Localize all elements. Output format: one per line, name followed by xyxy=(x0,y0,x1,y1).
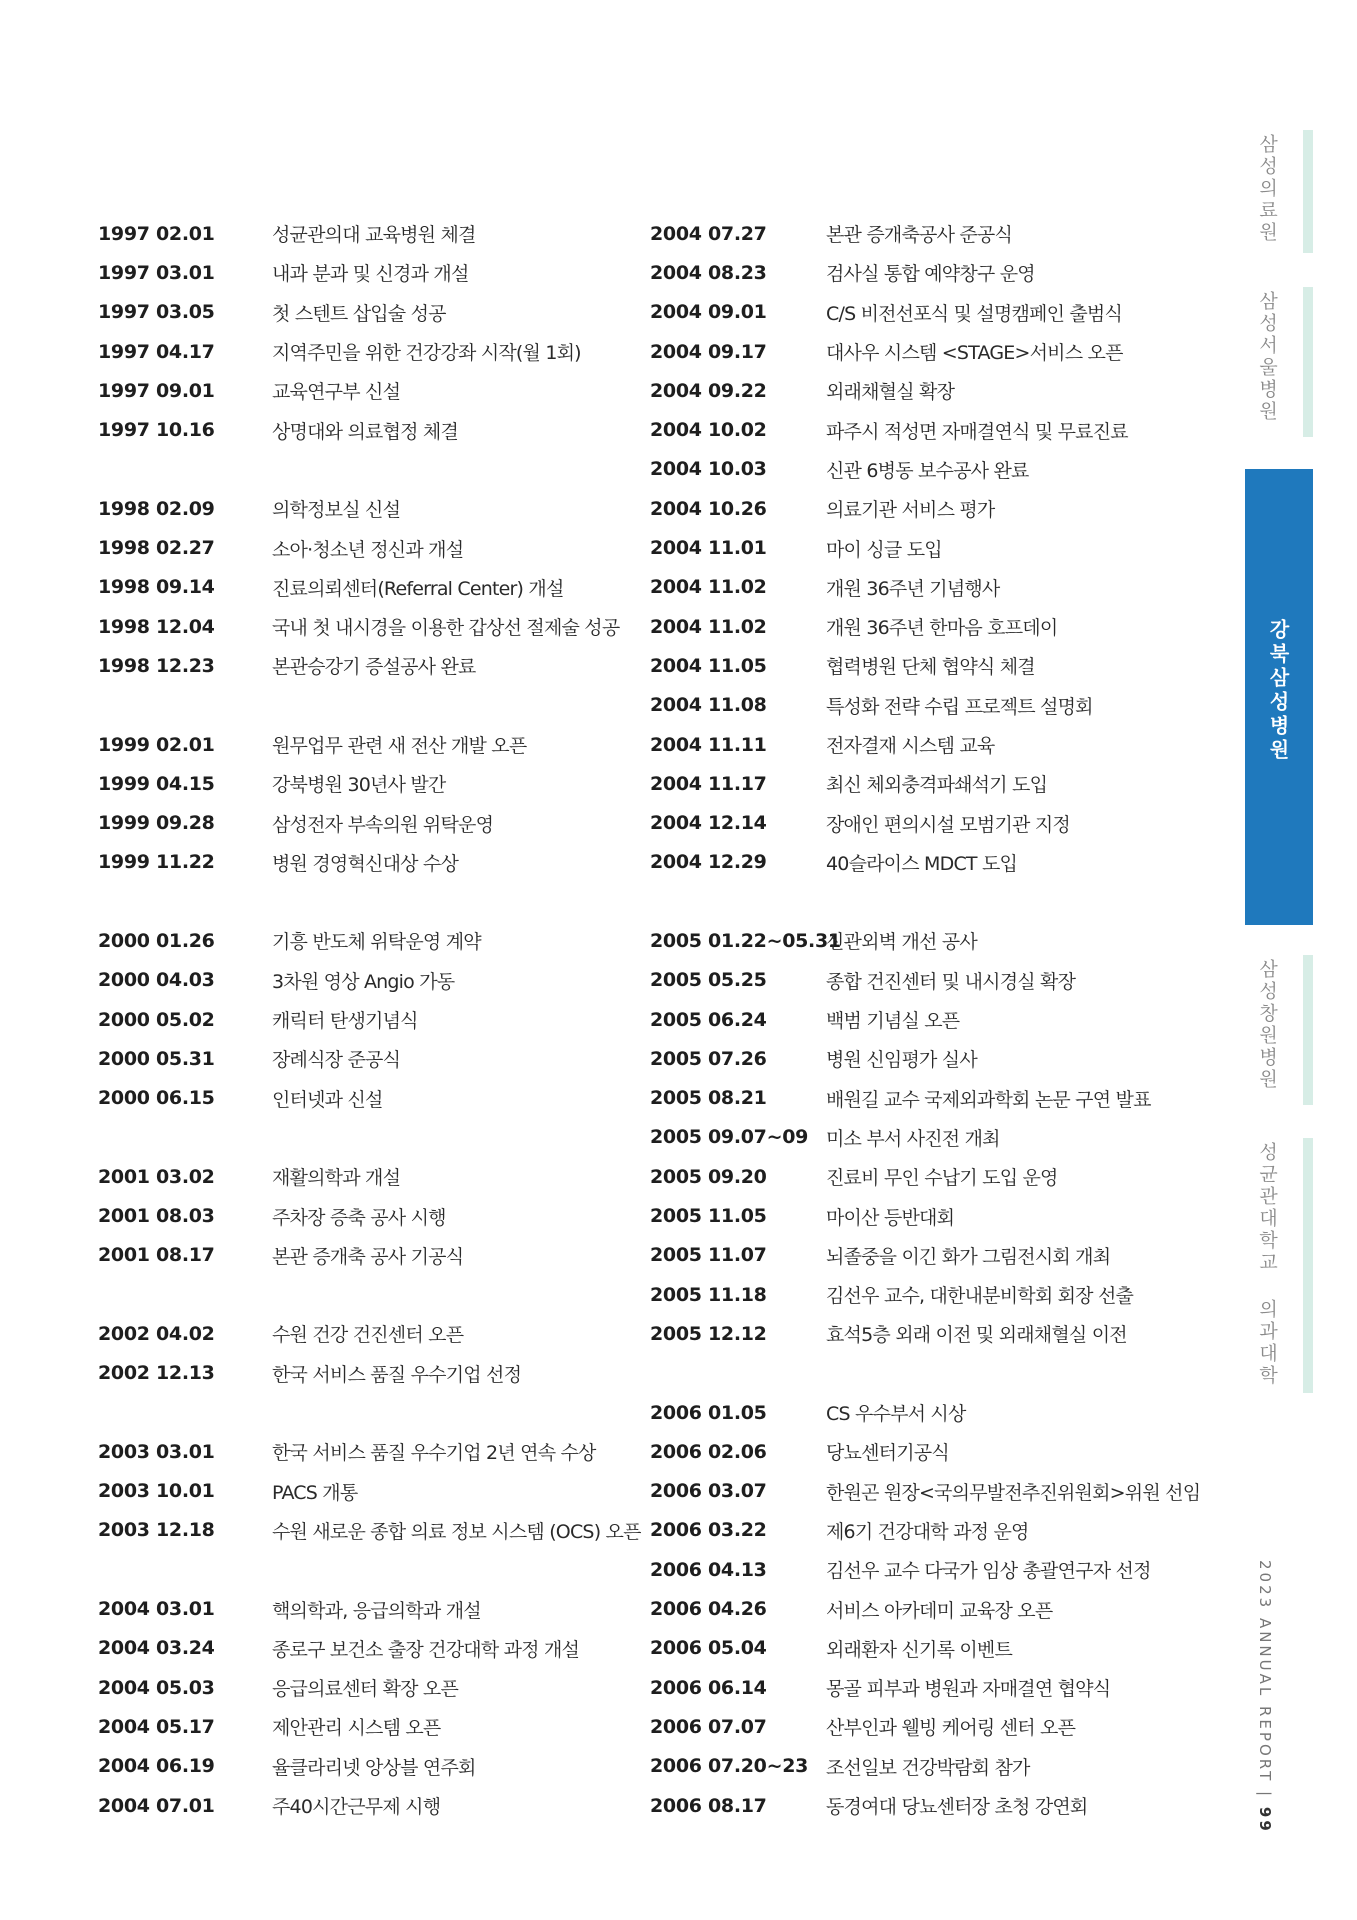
timeline-row xyxy=(650,214,1250,253)
timeline-row xyxy=(650,961,1250,1000)
timeline-event: 장례식장 준공식 xyxy=(272,1049,401,1072)
timeline-date: 2001 03.02 xyxy=(98,1165,215,1188)
timeline-date: 2004 12.29 xyxy=(650,851,767,874)
timeline-event: 주40시간근무제 시행 xyxy=(272,1796,441,1819)
timeline-date: 2004 10.03 xyxy=(650,458,767,481)
timeline-spacer xyxy=(650,1354,1250,1393)
timeline-date: 2006 08.17 xyxy=(650,1794,767,1817)
timeline-event: 제안관리 시스템 오픈 xyxy=(272,1717,441,1740)
timeline-date: 2004 03.01 xyxy=(98,1598,215,1621)
timeline-date: 2004 07.27 xyxy=(650,222,767,245)
timeline-event: 협력병원 단체 협약식 체결 xyxy=(826,656,1035,679)
timeline-event: 몽골 피부과 병원과 자매결연 협약식 xyxy=(826,1678,1111,1701)
timeline-date: 2004 09.22 xyxy=(650,379,767,402)
timeline-date: 2005 05.25 xyxy=(650,969,767,992)
timeline-event: 외래환자 신기록 이벤트 xyxy=(826,1638,1013,1661)
timeline-date: 2004 11.11 xyxy=(650,733,767,756)
timeline-event: 한국 서비스 품질 우수기업 선정 xyxy=(272,1363,522,1386)
timeline-date: 1998 12.23 xyxy=(98,654,215,677)
timeline-date: 2000 04.03 xyxy=(98,969,215,992)
timeline-date: 1998 02.09 xyxy=(98,497,215,520)
timeline-row xyxy=(650,1079,1250,1118)
timeline-row xyxy=(98,489,638,528)
timeline-spacer xyxy=(98,1275,638,1314)
timeline-date: 2004 10.02 xyxy=(650,419,767,442)
timeline-row xyxy=(650,489,1250,528)
timeline-row xyxy=(650,1000,1250,1039)
timeline-event: 3차원 영상 Angio 가동 xyxy=(272,970,455,993)
timeline-row xyxy=(98,1747,638,1786)
timeline-row xyxy=(98,1079,638,1118)
timeline-date: 2004 05.17 xyxy=(98,1715,215,1738)
timeline-event: 미소 부서 사진전 개최 xyxy=(826,1127,1000,1150)
timeline-event: 마이 싱글 도입 xyxy=(826,538,942,561)
timeline-row xyxy=(98,1000,638,1039)
timeline-event: 재활의학과 개설 xyxy=(272,1167,401,1190)
timeline-event: 지역주민을 위한 건강강좌 시작(월 1회) xyxy=(272,342,581,365)
timeline-row xyxy=(650,843,1250,882)
timeline-date: 2005 07.26 xyxy=(650,1047,767,1070)
timeline-event: CS 우수부서 시상 xyxy=(826,1403,966,1426)
timeline-row xyxy=(650,764,1250,803)
timeline-date: 2001 08.17 xyxy=(98,1244,215,1267)
timeline-row xyxy=(650,1747,1250,1786)
timeline-row xyxy=(98,961,638,1000)
timeline-spacer xyxy=(98,450,638,489)
timeline-date: 2004 12.14 xyxy=(650,812,767,835)
side-tab-samsung-changwon-hospital[interactable] xyxy=(1245,955,1313,1105)
timeline-row xyxy=(650,332,1250,371)
timeline-event: 신관 6병동 보수공사 완료 xyxy=(826,459,1029,482)
timeline-event: 진료의뢰센터(Referral Center) 개설 xyxy=(272,577,564,600)
timeline-row xyxy=(650,725,1250,764)
timeline-date: 2002 12.13 xyxy=(98,1362,215,1385)
timeline-event: 응급의료센터 확장 오픈 xyxy=(272,1678,459,1701)
timeline-event: 40슬라이스 MDCT 도입 xyxy=(826,852,1018,875)
timeline-date: 2004 11.05 xyxy=(650,654,767,677)
timeline-date: 2006 03.07 xyxy=(650,1480,767,1503)
timeline-date: 2004 05.03 xyxy=(98,1676,215,1699)
timeline-spacer xyxy=(650,882,1250,921)
timeline-event: 백범 기념실 오픈 xyxy=(826,1010,960,1033)
timeline-event: 개원 36주년 한마음 호프데이 xyxy=(826,617,1058,640)
timeline-row xyxy=(98,568,638,607)
side-tab-bar xyxy=(1303,287,1313,437)
timeline-date: 1997 09.01 xyxy=(98,379,215,402)
timeline-event: 수원 건강 건진센터 오픈 xyxy=(272,1324,464,1347)
timeline-event: 개원 36주년 기념행사 xyxy=(826,577,1000,600)
timeline-row xyxy=(650,1432,1250,1471)
timeline-row xyxy=(650,1668,1250,1707)
timeline-date: 1997 03.05 xyxy=(98,301,215,324)
timeline-row xyxy=(98,764,638,803)
timeline-date: 2004 03.24 xyxy=(98,1637,215,1660)
timeline-event: 병원 경영혁신대상 수상 xyxy=(272,852,459,875)
side-tab-label: 삼성창원병원 xyxy=(1256,959,1278,1091)
timeline-event: 강북병원 30년사 발간 xyxy=(272,774,446,797)
timeline-date: 2001 08.03 xyxy=(98,1205,215,1228)
timeline-date: 2005 01.22~05.31 xyxy=(650,929,841,952)
timeline-date: 1998 12.04 xyxy=(98,615,215,638)
timeline-row xyxy=(98,1668,638,1707)
timeline-event: 한국 서비스 품질 우수기업 2년 연속 수상 xyxy=(272,1442,596,1465)
timeline-row xyxy=(650,1629,1250,1668)
side-tab-skku-medicine[interactable] xyxy=(1245,1138,1313,1393)
timeline-event: 마이산 등반대회 xyxy=(826,1206,955,1229)
timeline-row xyxy=(98,1432,638,1471)
timeline-row xyxy=(98,843,638,882)
timeline-date: 2006 07.20~23 xyxy=(650,1755,809,1778)
timeline-event: 당뇨센터기공식 xyxy=(826,1442,949,1465)
side-tab-kangbuk-samsung-hospital[interactable] xyxy=(1245,469,1313,925)
timeline-row xyxy=(98,803,638,842)
timeline-event: 특성화 전략 수립 프로젝트 설명회 xyxy=(826,695,1093,718)
timeline-date: 2000 01.26 xyxy=(98,929,215,952)
timeline-date: 2005 12.12 xyxy=(650,1322,767,1345)
timeline-event: 병원 신임평가 실사 xyxy=(826,1049,977,1072)
timeline-row xyxy=(650,1707,1250,1746)
timeline-event: 대사우 시스템 <STAGE>서비스 오픈 xyxy=(826,342,1123,365)
side-tab-label: 강북삼성병원 xyxy=(1266,619,1290,763)
timeline-date: 2000 06.15 xyxy=(98,1087,215,1110)
timeline-event: 첫 스텐트 삽입술 성공 xyxy=(272,302,446,325)
timeline-row xyxy=(650,607,1250,646)
timeline-row xyxy=(98,410,638,449)
timeline-event: PACS 개통 xyxy=(272,1481,358,1504)
timeline-event: 인터넷과 신설 xyxy=(272,1088,383,1111)
timeline-date: 1999 11.22 xyxy=(98,851,215,874)
timeline-left-column xyxy=(98,214,641,1825)
page-number: 99 xyxy=(1256,1806,1274,1834)
timeline-row xyxy=(98,1157,638,1196)
timeline-row xyxy=(650,1472,1250,1511)
timeline-event: 김선우 교수, 대한내분비학회 회장 선출 xyxy=(826,1285,1134,1308)
timeline-row xyxy=(98,1039,638,1078)
report-separator: | xyxy=(1256,1791,1274,1800)
timeline-row xyxy=(650,1393,1250,1432)
timeline-date: 2006 06.14 xyxy=(650,1676,767,1699)
timeline-date: 2003 10.01 xyxy=(98,1480,215,1503)
timeline-row xyxy=(98,1511,641,1550)
timeline-row xyxy=(98,214,638,253)
timeline-event: 서비스 아카데미 교육장 오픈 xyxy=(826,1599,1053,1622)
timeline-date: 2006 04.26 xyxy=(650,1598,767,1621)
timeline-event: 삼성전자 부속의원 위탁운영 xyxy=(272,813,494,836)
timeline-row xyxy=(98,371,638,410)
timeline-row xyxy=(98,1629,638,1668)
side-tab-bar xyxy=(1303,1138,1313,1393)
timeline-date: 2005 11.07 xyxy=(650,1244,767,1267)
timeline-event: 효석5층 외래 이전 및 외래채혈실 이전 xyxy=(826,1324,1127,1347)
timeline-event: 조선일보 건강박람회 참가 xyxy=(826,1756,1030,1779)
timeline-row xyxy=(98,1236,638,1275)
timeline-date: 2006 05.04 xyxy=(650,1637,767,1660)
timeline-date: 2004 11.01 xyxy=(650,537,767,560)
timeline-row xyxy=(98,253,638,292)
timeline-spacer xyxy=(98,882,638,921)
timeline-row xyxy=(650,1786,1250,1825)
timeline-row xyxy=(650,1118,1250,1157)
timeline-right-column xyxy=(650,214,1250,1825)
timeline-date: 1998 02.27 xyxy=(98,537,215,560)
timeline-date: 2005 11.05 xyxy=(650,1205,767,1228)
timeline-date: 2005 09.20 xyxy=(650,1165,767,1188)
timeline-row xyxy=(650,1511,1250,1550)
timeline-event: 산부인과 웰빙 케어링 센터 오픈 xyxy=(826,1717,1076,1740)
timeline-row xyxy=(650,528,1250,567)
timeline-spacer xyxy=(98,686,638,725)
timeline-date: 2006 07.07 xyxy=(650,1715,767,1738)
timeline-row xyxy=(650,293,1250,332)
timeline-event: 최신 체외충격파쇄석기 도입 xyxy=(826,774,1048,797)
timeline-date: 2004 11.08 xyxy=(650,694,767,717)
side-tab-label: 성균관대학교 의과대학 xyxy=(1256,1142,1278,1387)
timeline-row xyxy=(650,1196,1250,1235)
timeline-event: 한원곤 원장<국의무발전추진위원회>위원 선임 xyxy=(826,1481,1201,1504)
timeline-row xyxy=(98,646,638,685)
timeline-date: 1997 03.01 xyxy=(98,261,215,284)
timeline-event: 주차장 증축 공사 시행 xyxy=(272,1206,446,1229)
timeline-date: 2004 11.02 xyxy=(650,615,767,638)
timeline-row xyxy=(650,1236,1250,1275)
timeline-date: 2006 04.13 xyxy=(650,1558,767,1581)
timeline-row xyxy=(650,568,1250,607)
timeline-event: 교육연구부 신설 xyxy=(272,381,401,404)
timeline-row xyxy=(98,1472,638,1511)
timeline-date: 1999 04.15 xyxy=(98,772,215,795)
timeline-row xyxy=(98,1314,638,1353)
timeline-row xyxy=(650,646,1250,685)
side-tab-bar xyxy=(1303,955,1313,1105)
timeline-row xyxy=(98,1786,638,1825)
timeline-event: 전자결재 시스템 교육 xyxy=(826,735,995,757)
timeline-row xyxy=(650,1589,1250,1628)
timeline-row xyxy=(650,803,1250,842)
timeline-event: 동경여대 당뇨센터장 초청 강연회 xyxy=(826,1796,1088,1819)
side-tab-label: 삼성서울병원 xyxy=(1256,291,1278,423)
side-tab-samsung-seoul-hospital[interactable] xyxy=(1245,287,1313,437)
timeline-event: 본관 증개축 공사 기공식 xyxy=(272,1245,464,1268)
timeline-event: 뇌졸중을 이긴 화가 그림전시회 개최 xyxy=(826,1245,1111,1268)
timeline-row xyxy=(98,1196,638,1235)
timeline-event: 종로구 보건소 출장 건강대학 과정 개설 xyxy=(272,1638,580,1661)
timeline-event: 본관승강기 증설공사 완료 xyxy=(272,656,476,679)
side-tab-bar xyxy=(1303,130,1313,253)
timeline-row xyxy=(650,1157,1250,1196)
timeline-date: 2002 04.02 xyxy=(98,1322,215,1345)
timeline-event: 배원길 교수 국제외과학회 논문 구연 발표 xyxy=(826,1088,1151,1111)
timeline-date: 2003 03.01 xyxy=(98,1440,215,1463)
timeline-event: 내과 분과 및 신경과 개설 xyxy=(272,263,469,286)
timeline-row xyxy=(650,1039,1250,1078)
timeline-row xyxy=(650,921,1250,960)
timeline-event: 성균관의대 교육병원 체결 xyxy=(272,224,476,247)
timeline-event: 율클라리넷 앙상블 연주회 xyxy=(272,1756,476,1779)
timeline-event: 김선우 교수 다국가 임상 총괄연구자 선정 xyxy=(826,1560,1151,1583)
timeline-date: 2006 02.06 xyxy=(650,1440,767,1463)
timeline-date: 2005 11.18 xyxy=(650,1283,767,1306)
timeline-row xyxy=(650,1275,1250,1314)
timeline-date: 2004 11.17 xyxy=(650,772,767,795)
timeline-date: 2000 05.02 xyxy=(98,1008,215,1031)
timeline-date: 2005 06.24 xyxy=(650,1008,767,1031)
timeline-date: 1997 10.16 xyxy=(98,419,215,442)
timeline-date: 2004 10.26 xyxy=(650,497,767,520)
timeline-event: 의학정보실 신설 xyxy=(272,499,401,522)
timeline-date: 1998 09.14 xyxy=(98,576,215,599)
timeline-row xyxy=(98,528,638,567)
timeline-event: 국내 첫 내시경을 이용한 갑상선 절제술 성공 xyxy=(272,617,620,640)
timeline-event: 소아·청소년 정신과 개설 xyxy=(272,538,464,561)
timeline-date: 1999 02.01 xyxy=(98,733,215,756)
timeline-event: 원무업무 관련 새 전산 개발 오픈 xyxy=(272,735,527,757)
timeline-event: 기흥 반도체 위탁운영 계약 xyxy=(272,931,481,954)
timeline-row xyxy=(98,293,638,332)
timeline-event: 핵의학과, 응급의학과 개설 xyxy=(272,1599,481,1622)
timeline-row xyxy=(98,332,638,371)
timeline-date: 1997 04.17 xyxy=(98,340,215,363)
timeline-spacer xyxy=(98,1550,638,1589)
timeline-event: 장애인 편의시설 모범기관 지정 xyxy=(826,813,1070,836)
timeline-date: 1999 09.28 xyxy=(98,812,215,835)
timeline-event: 캐릭터 탄생기념식 xyxy=(272,1010,418,1033)
timeline-event: 상명대와 의료협정 체결 xyxy=(272,420,459,443)
timeline-spacer xyxy=(98,1393,638,1432)
timeline-row xyxy=(650,253,1250,292)
timeline-date: 2004 07.01 xyxy=(98,1794,215,1817)
timeline-event: 제6기 건강대학 과정 운영 xyxy=(826,1520,1029,1543)
timeline-date: 2005 08.21 xyxy=(650,1087,767,1110)
timeline-row xyxy=(650,686,1250,725)
timeline-row xyxy=(650,371,1250,410)
report-label: 2023 ANNUAL REPORT xyxy=(1256,1560,1274,1784)
timeline-event: 수원 새로운 종합 의료 정보 시스템 (OCS) 오픈 xyxy=(272,1520,641,1543)
timeline-event: 본관 증개축공사 준공식 xyxy=(826,224,1013,247)
timeline-event: 종합 건진센터 및 내시경실 확장 xyxy=(826,970,1076,993)
timeline-row xyxy=(650,450,1250,489)
timeline-date: 2003 12.18 xyxy=(98,1519,215,1542)
timeline-date: 2006 01.05 xyxy=(650,1401,767,1424)
timeline-date: 2004 11.02 xyxy=(650,576,767,599)
timeline-date: 2004 06.19 xyxy=(98,1755,215,1778)
annual-report-footer xyxy=(1246,1560,1274,1834)
timeline-row xyxy=(98,1354,638,1393)
timeline-row xyxy=(98,921,638,960)
timeline-spacer xyxy=(98,1118,638,1157)
side-tab-samsung-medical-center[interactable] xyxy=(1245,130,1313,253)
timeline-row xyxy=(98,1707,638,1746)
timeline-event: C/S 비전선포식 및 설명캠페인 출범식 xyxy=(826,302,1123,325)
timeline-row xyxy=(98,607,638,646)
timeline-date: 2004 09.17 xyxy=(650,340,767,363)
timeline-event: 신관외벽 개선 공사 xyxy=(826,931,977,954)
timeline-event: 진료비 무인 수납기 도입 운영 xyxy=(826,1167,1058,1190)
timeline-row xyxy=(650,410,1250,449)
timeline-event: 의료기관 서비스 평가 xyxy=(826,499,995,522)
timeline-event: 파주시 적성면 자매결연식 및 무료진료 xyxy=(826,420,1128,443)
side-tab-label: 삼성의료원 xyxy=(1256,134,1278,244)
timeline-event: 검사실 통합 예약창구 운영 xyxy=(826,263,1035,286)
timeline-date: 2006 03.22 xyxy=(650,1519,767,1542)
timeline-row xyxy=(650,1314,1250,1353)
timeline-row xyxy=(650,1550,1250,1589)
timeline-date: 2004 09.01 xyxy=(650,301,767,324)
timeline-date: 2004 08.23 xyxy=(650,261,767,284)
timeline-row xyxy=(98,725,638,764)
timeline-date: 1997 02.01 xyxy=(98,222,215,245)
timeline-row xyxy=(98,1589,638,1628)
timeline-date: 2005 09.07~09 xyxy=(650,1126,809,1149)
timeline-event: 외래채혈실 확장 xyxy=(826,381,955,404)
timeline-date: 2000 05.31 xyxy=(98,1047,215,1070)
